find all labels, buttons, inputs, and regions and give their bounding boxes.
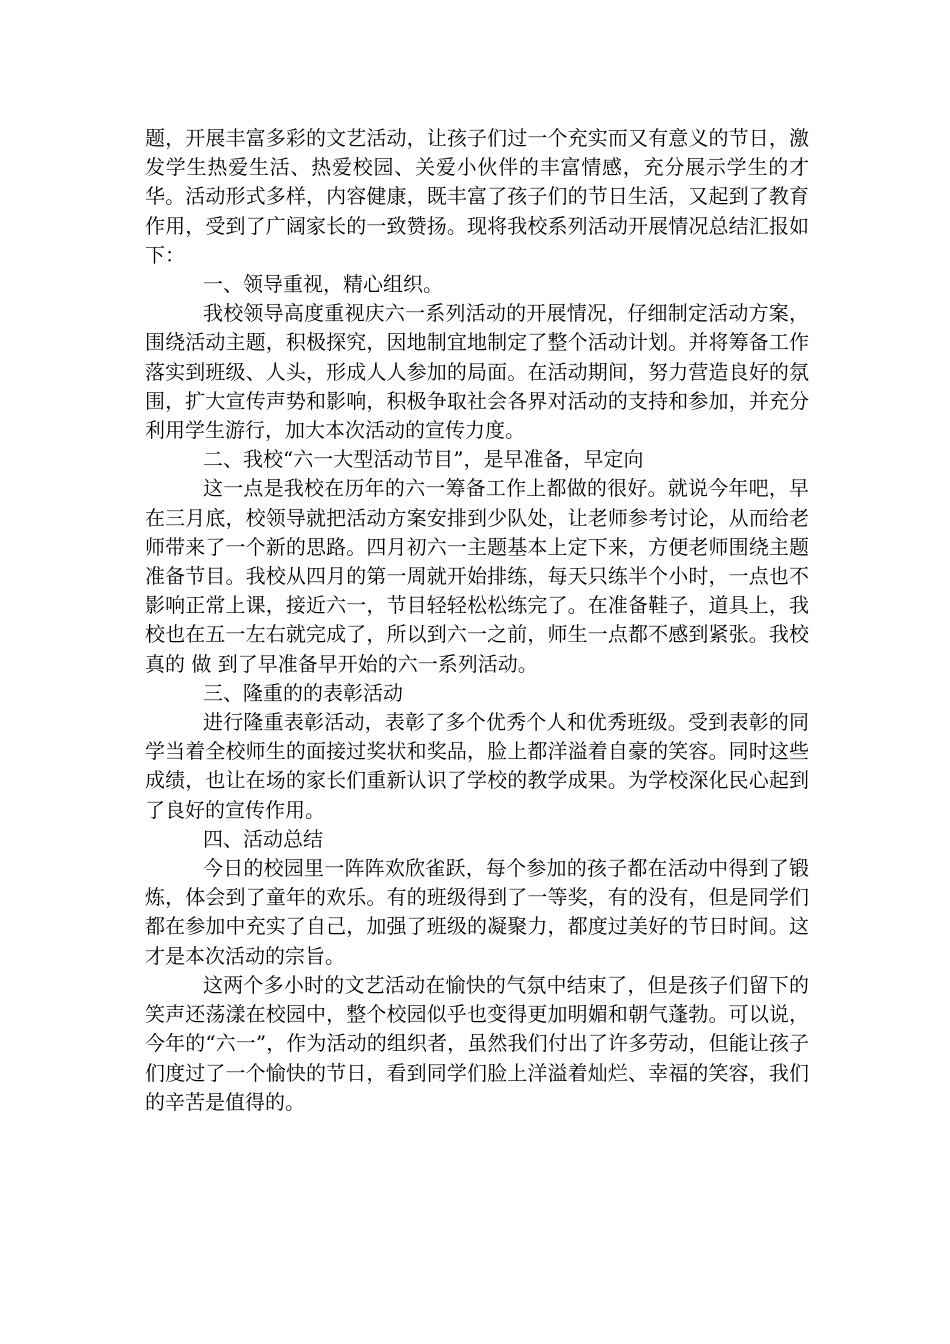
section-heading-3: 三、隆重的的表彰活动 xyxy=(203,680,403,705)
paragraph-section-2: 这一点是我校在历年的六一筹备工作上都做的很好。就说今年吧，早在三月底，校领导就把活动方案安排到少队处，让老师参考讨论，从而给老师带来了一个新的思路。四月初六一主题基本上定下来，方便老师围绕主题准备节目。我校从四月的第一周就开始排练，每天只练半个小时，一点也不影响正常上课，接近六一，节目轻轻松松练完了。在准备鞋子，道具上，我校也在五一左右就完成了，所以到六一之前，师生一点都不感到紧张。我校真的 做 到了早准备早开始的六一系列活动。 xyxy=(145,476,809,676)
section-heading-1: 一、领导重视，精心组织。 xyxy=(203,272,443,297)
paragraph-section-4a: 今日的校园里一阵阵欢欣雀跃，每个参加的孩子都在活动中得到了锻炼，体会到了童年的欢乐。有的班级得到了一等奖，有的没有，但是同学们都在参加中充实了自己，加强了班级的凝聚力，都度过美好的节日时间。这才是本次活动的宗旨。 xyxy=(145,856,809,968)
section-heading-4: 四、活动总结 xyxy=(203,826,323,851)
section-heading-2: 二、我校“六一大型活动节目”，是早准备，早定向 xyxy=(203,447,644,472)
document-page xyxy=(145,124,809,1117)
paragraph-section-3: 进行隆重表彰活动，表彰了多个优秀个人和优秀班级。受到表彰的同学当着全校师生的面接过奖状和奖品，脸上都洋溢着自豪的笑容。同时这些成绩，也让在场的家长们重新认识了学校的教学成果。为学校深化民心起到了良好的宣传作用。 xyxy=(145,710,809,822)
paragraph-section-4b: 这两个多小时的文艺活动在愉快的气氛中结束了，但是孩子们留下的笑声还荡漾在校园中，整个校园似乎也变得更加明媚和朝气蓬勃。可以说，今年的“六一”，作为活动的组织者，虽然我们付出了许多劳动，但能让孩子们度过了一个愉快的节日，看到同学们脸上洋溢着灿烂、幸福的笑容，我们的辛苦是值得的。 xyxy=(145,972,809,1114)
paragraph-intro: 题，开展丰富多彩的文艺活动，让孩子们过一个充实而又有意义的节日，激发学生热爱生活、热爱校园、关爱小伙伴的丰富情感，充分展示学生的才华。活动形式多样，内容健康，既丰富了孩子们的节日生活，又起到了教育作用，受到了广阔家长的一致赞扬。现将我校系列活动开展情况总结汇报如下： xyxy=(145,126,809,267)
paragraph-section-1: 我校领导高度重视庆六一系列活动的开展情况，仔细制定活动方案，围绕活动主题，积极探究，因地制宜地制定了整个活动计划。并将筹备工作落实到班级、人头，形成人人参加的局面。在活动期间，努力营造良好的氛围，扩大宣传声势和影响，积极争取社会各界对活动的支持和参加，并充分利用学生游行，加大本次活动的宣传力度。 xyxy=(145,301,809,443)
